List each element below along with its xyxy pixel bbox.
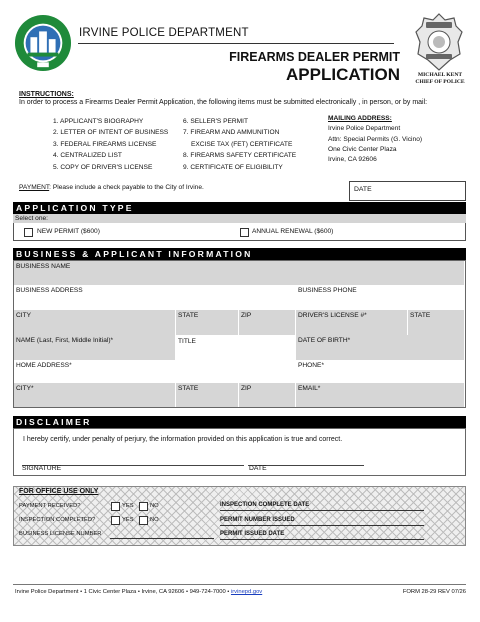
footer-contact <box>15 589 262 595</box>
dob-field[interactable]: DATE OF BIRTH* <box>296 335 465 360</box>
payment-yes-checkbox[interactable] <box>111 502 120 511</box>
permit-number-issued-label: PERMIT NUMBER ISSUED <box>220 517 295 523</box>
list-item: 1. APPLICANT'S BIOGRAPHY <box>53 118 144 125</box>
form-number: FORM 28-29 REV 07/26 <box>402 589 466 595</box>
footer-text: Irvine Police Department • 1 Civic Center Plaza • Irvine, CA 92606 • 949-724-7000 • <box>15 589 231 595</box>
date-label: DATE <box>354 186 372 193</box>
payment-label: PAYMENT <box>19 184 50 191</box>
disclaimer-date-label: DATE <box>249 465 267 472</box>
list-item: 7. FIREARM AND AMMUNITION <box>183 129 280 137</box>
list-item: 8. FIREARMS SAFETY CERTIFICATE <box>183 152 297 160</box>
disclaimer-bar: DISCLAIMER <box>13 416 466 428</box>
business-license-number-label: BUSINESS LICENSE NUMBER <box>19 531 102 537</box>
requirements-list-1 <box>53 116 168 173</box>
header-divider <box>78 43 394 44</box>
mailing-line: Irvine Police Department <box>328 125 401 133</box>
list-item: 5. COPY OF DRIVER'S LICENSE <box>53 163 153 171</box>
zip-field[interactable]: ZIP <box>239 310 296 335</box>
inspection-complete-date-line[interactable] <box>220 510 424 511</box>
payment-no-label: NO <box>150 503 159 509</box>
permit-issued-date-label: PERMIT ISSUED DATE <box>220 531 285 537</box>
new-permit-label: NEW PERMIT ($600) <box>37 228 100 235</box>
payment-text: : Please include a check payable to the City of Irvine. <box>49 184 204 191</box>
office-use-heading: FOR OFFICE USE ONLY <box>19 488 99 495</box>
mailing-heading: MAILING ADDRESS: <box>328 115 392 122</box>
permit-issued-date-line[interactable] <box>220 539 424 540</box>
inspection-yes-label: YES <box>122 517 134 523</box>
mailing-address <box>328 114 422 165</box>
name-field[interactable]: NAME (Last, First, Middle Initial)* <box>14 335 176 360</box>
city-field[interactable]: CITY <box>14 310 176 335</box>
zip2-field[interactable]: ZIP <box>239 383 296 407</box>
business-name-field[interactable]: BUSINESS NAME <box>14 261 465 285</box>
phone-field[interactable]: PHONE* <box>296 360 465 383</box>
inspection-no-label: NO <box>150 517 159 523</box>
business-info-bar: BUSINESS & APPLICANT INFORMATION <box>13 248 466 260</box>
chief-title: CHIEF OF POLICE <box>415 78 465 85</box>
list-item: 6. SELLER'S PERMIT <box>183 118 249 125</box>
list-item: 9. CERTIFICATE OF ELIGIBILITY <box>183 163 283 171</box>
application-type-bar: APPLICATION TYPE <box>13 202 466 214</box>
inspection-completed-label: INSPECTION COMPLETED? <box>19 517 96 523</box>
drivers-license-field[interactable]: DRIVER'S LICENSE #* <box>296 310 408 335</box>
renewal-label: ANNUAL RENEWAL ($600) <box>252 228 334 235</box>
email-field[interactable]: EMAIL* <box>296 383 465 407</box>
mailing-line: One Civic Center Plaza <box>328 145 397 153</box>
website-link[interactable]: irvinepd.gov <box>230 589 263 595</box>
application-type-options <box>13 223 466 241</box>
disclaimer-text: I hereby certify, under penalty of perjury, the information provided on this application is true and correct. <box>23 436 343 443</box>
payment-received-label: PAYMENT RECEIVED? <box>19 503 81 509</box>
state2-field[interactable]: STATE <box>176 383 239 407</box>
mailing-line: Irvine, CA 92606 <box>328 156 377 164</box>
home-address-field[interactable]: HOME ADDRESS* <box>14 360 296 383</box>
payment-yes-label: YES <box>122 503 134 509</box>
permit-number-issued-line[interactable] <box>220 525 424 526</box>
footer-divider <box>13 584 466 585</box>
payment-no-checkbox[interactable] <box>139 502 148 511</box>
date-field[interactable] <box>349 181 466 201</box>
inspection-no-checkbox[interactable] <box>139 516 148 525</box>
list-item: EXCISE TAX (FET) CERTIFICATE <box>191 140 293 148</box>
inspection-complete-date-label: INSPECTION COMPLETE DATE <box>220 502 310 508</box>
city-of-irvine-seal-icon <box>14 14 72 72</box>
business-phone-field[interactable]: BUSINESS PHONE <box>296 285 465 310</box>
form-title-line2: APPLICATION <box>286 65 400 84</box>
state-field[interactable]: STATE <box>176 310 239 335</box>
department-name: IRVINE POLICE DEPARTMENT <box>79 27 249 39</box>
requirements-list-2 <box>183 116 296 173</box>
chief-name: MICHAEL KENT <box>417 72 463 78</box>
police-badge-icon <box>414 12 464 72</box>
list-item: 2. LETTER OF INTENT OF BUSINESS <box>53 129 169 137</box>
office-use-box <box>13 486 466 546</box>
city2-field[interactable]: CITY* <box>14 383 176 407</box>
instructions-heading: INSTRUCTIONS: <box>19 91 74 98</box>
list-item: 4. CENTRALIZED LIST <box>53 152 122 160</box>
list-item: 3. FEDERAL FIREARMS LICENSE <box>53 140 157 148</box>
inspection-yes-checkbox[interactable] <box>111 516 120 525</box>
instructions-text: In order to process a Firearms Dealer Permit Application, the following items must be submitted electronically , in person, or by mail: <box>19 99 428 106</box>
payment-note <box>19 184 204 191</box>
business-license-number-line[interactable] <box>110 538 214 539</box>
new-permit-checkbox[interactable] <box>24 228 33 237</box>
mailing-line: Attn: Special Permits (G. Vicino) <box>328 135 423 143</box>
title-field[interactable]: TITLE <box>176 335 296 360</box>
renewal-checkbox[interactable] <box>240 228 249 237</box>
select-one-label: Select one: <box>13 214 466 223</box>
form-title-line1: FIREARMS DEALER PERMIT <box>229 50 400 64</box>
chief-caption <box>408 72 472 85</box>
signature-label: SIGNATURE <box>22 465 62 472</box>
business-address-field[interactable]: BUSINESS ADDRESS <box>14 285 296 310</box>
dl-state-field[interactable]: STATE <box>408 310 465 335</box>
